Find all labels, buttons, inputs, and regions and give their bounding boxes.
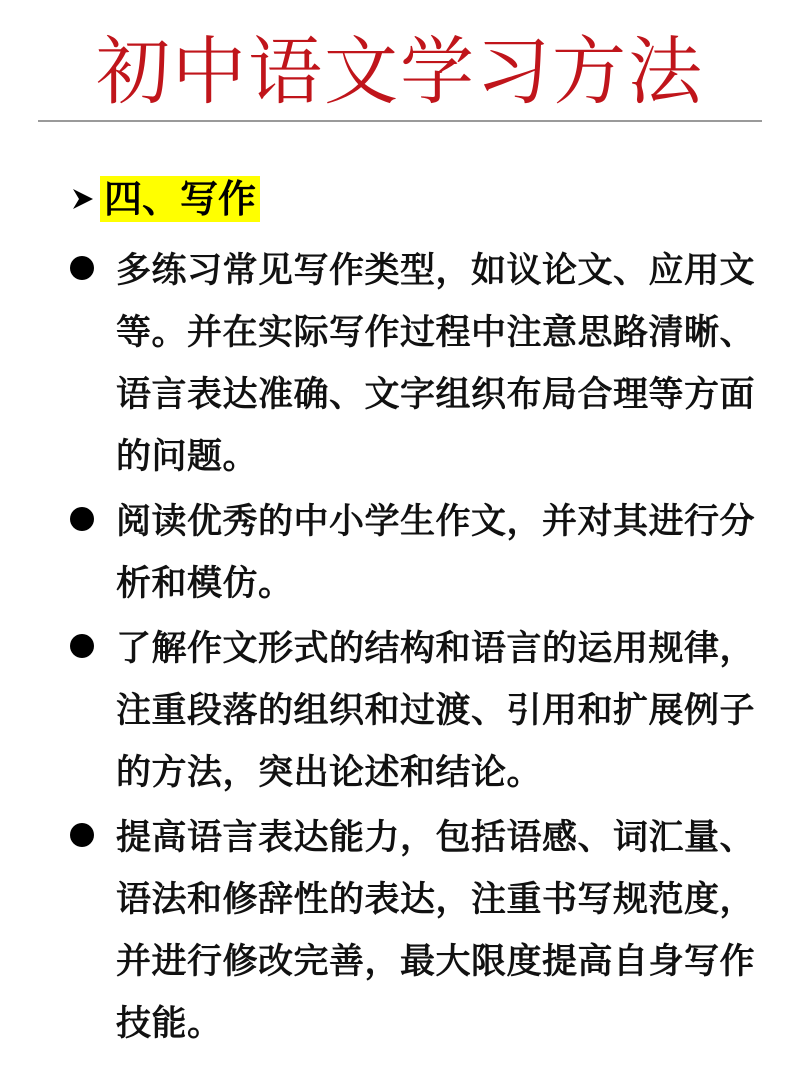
- list-item-text: 提高语言表达能力，包括语感、词汇量、语法和修辞性的表达，注重书写规范度，并进行修改完善，最大限度提高自身写作技能。: [116, 818, 756, 1044]
- section-heading-text: 四、写作: [100, 176, 260, 222]
- list-item-text: 阅读优秀的中小学生作文，并对其进行分析和模仿。: [116, 502, 756, 604]
- list-item: [62, 240, 762, 488]
- bullet-dot-icon: [70, 823, 94, 847]
- list-item: [62, 618, 762, 804]
- bullet-dot-icon: [70, 507, 94, 531]
- divider: [38, 120, 762, 122]
- list-item: [62, 491, 762, 615]
- page-title: 初中语文学习方法: [96, 29, 704, 115]
- list-item-text: 多练习常见写作类型，如议论文、应用文等。并在实际写作过程中注意思路清晰、语言表达准确、文字组织布局合理等方面的问题。: [116, 251, 756, 477]
- section-heading: [70, 175, 260, 223]
- list-item: [62, 807, 762, 1055]
- bullet-dot-icon: [70, 634, 94, 658]
- bullet-dot-icon: [70, 256, 94, 280]
- list-item-text: 了解作文形式的结构和语言的运用规律，注重段落的组织和过渡、引用和扩展例子的方法，突出论述和结论。: [116, 629, 756, 793]
- arrow-icon: [70, 179, 96, 219]
- bullet-list: [62, 240, 762, 1058]
